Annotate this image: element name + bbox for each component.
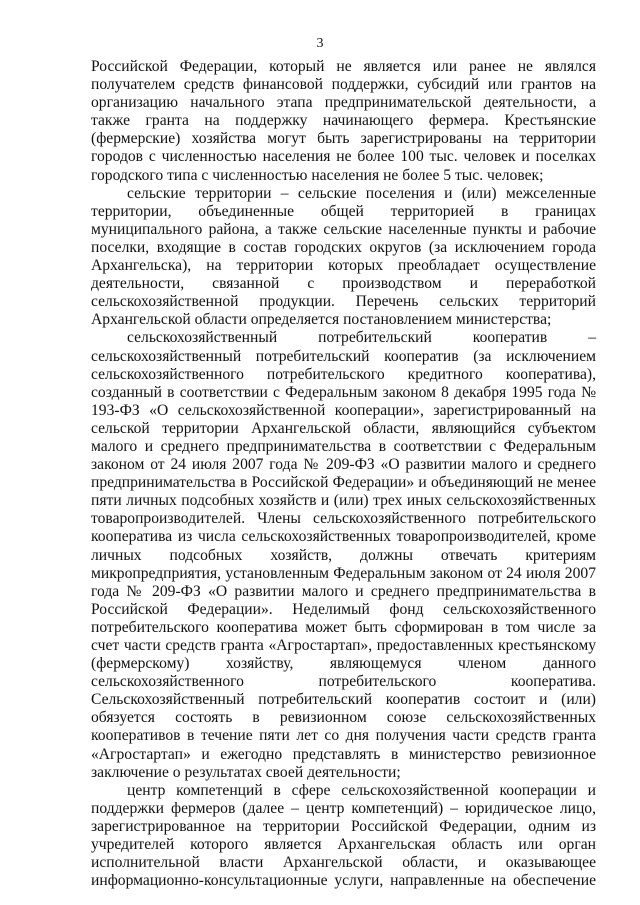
paragraph-rural-territories: сельские территории – сельские поселения и (или) межселенные территории, объединенные общей территорией в границах муниципального района, а также сельские населенные пункты и рабочие поселки, входящие в состав городских округов (за исключением города Архангельска), на территории которых преобладает осуществление деятельности, связанной с производством и переработкой сельскохозяйственной продукции. Перечень сельских территорий Архангельской области определяется постановлением министерства; [91, 184, 596, 329]
paragraph-competence-center: центр компетенций в сфере сельскохозяйственной кооперации и поддержки фермеров (далее – центр компетенций) – юридическое лицо, зарегистрированное на территории Российской Федерации, одним из учредителей которого является Архангельская область или орган исполнительной власти Архангельской области, и оказывающее информационно-консультационные услуги, направленные на обеспечение [91, 781, 596, 890]
paragraph-agricultural-cooperative: сельскохозяйственный потребительский кооператив – сельскохозяйственный потребительский кооператив (за исключением сельскохозяйственного потребительского кредитного кооператива), созданный в соответствии с Федеральным законом 8 декабря 1995 года № 193-ФЗ «О сельскохозяйственной кооперации», зарегистрированный на сельской территории Архангельской области, являющийся субъектом малого и среднего предпринимательства в соответствии с Федеральным законом от 24 июля 2007 года № 209-ФЗ «О развитии малого и среднего предпринимательства в Российской Федерации» и объединяющий не менее пяти личных подсобных хозяйств и (или) трех иных сельскохозяйственных товаропроизводителей. Члены сельскохозяйственного потребительского кооператива из числа сельскохозяйственных товаропроизводителей, кроме личных подсобных хозяйств, должны отвечать критериям микропредприятия, установленным Федеральным законом от 24 июля 2007 года № 209-ФЗ «О развитии малого и среднего предпринимательства в Российской Федерации». Неделимый фонд сельскохозяйственного потребительского кооператива может быть сформирован в том числе за счет части средств гранта «Агростартап», предоставленных крестьянскому (фермерскому) хозяйству, являющемуся членом данного сельскохозяйственного потребительского кооператива. Сельскохозяйственный потребительский кооператив состоит и (или) обязуется состоять в ревизионном союзе сельскохозяйственных кооперативов в течение пяти лет со дня получения части средств гранта «Агростартап» и ежегодно представлять в министерство ревизионное заключение о результатах своей деятельности; [91, 329, 596, 781]
page-number: 3 [316, 36, 324, 51]
paragraph-farm-definition-end: Российской Федерации, который не является или ранее не являлся получателем средств финансовой поддержки, субсидий или грантов на организацию начального этапа предпринимательской деятельности, а также гранта на поддержку начинающего фермера. Крестьянские (фермерские) хозяйства могут быть зарегистрированы на территории городов с численностью населения не более 100 тыс. человек и поселках городского типа с численностью населения не более 5 тыс. человек; [91, 58, 596, 184]
document-body [91, 58, 596, 890]
